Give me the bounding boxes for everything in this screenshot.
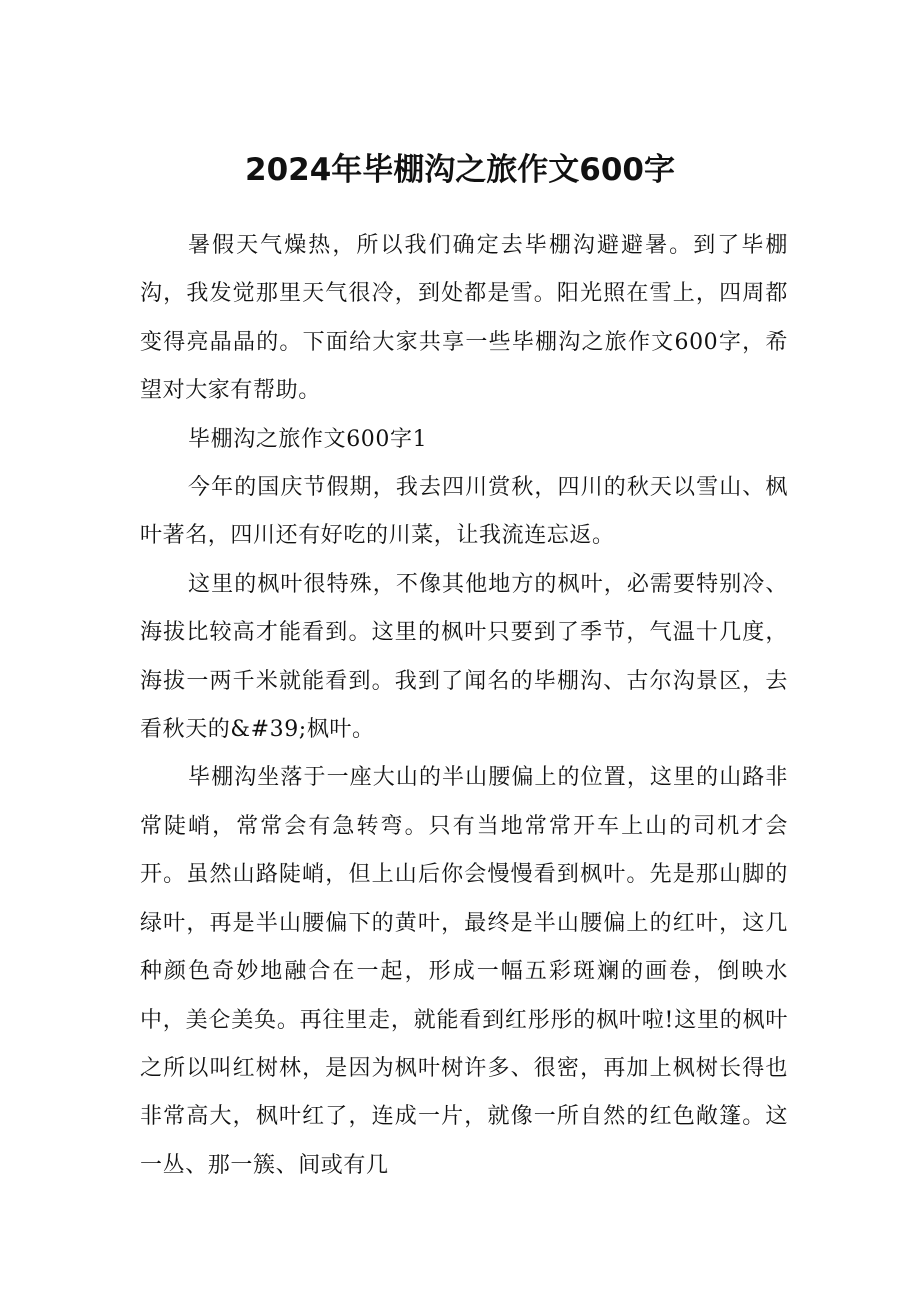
intro-paragraph: 暑假天气燥热，所以我们确定去毕棚沟避避暑。到了毕棚沟，我发觉那里天气很冷，到处都是雪。阳光照在雪上，四周都变得亮晶晶的。下面给大家共享一些毕棚沟之旅作文600字，希望对大家有帮助。 bbox=[140, 233, 788, 404]
body-paragraph: 毕棚沟坐落于一座大山的半山腰偏上的位置，这里的山路非常陡峭，常常会有急转弯。只有当地常常开车上山的司机才会开。虽然山路陡峭，但上山后你会慢慢看到枫叶。先是那山脚的绿叶，再是半山腰偏下的黄叶，最终是半山腰偏上的红叶，这几种颜色奇妙地融合在一起，形成一幅五彩斑斓的画卷，倒映水中，美仑美奂。再往里走，就能看到红彤彤的枫叶啦!这里的枫叶之所以叫红树林，是因为枫叶树许多、很密，再加上枫树长得也非常高大，枫叶红了，连成一片，就像一所自然的红色敞篷。这一丛、那一簇、间或有几 bbox=[140, 765, 788, 1178]
document-title: 2024年毕棚沟之旅作文600字 bbox=[245, 152, 675, 188]
body-paragraph: 这里的枫叶很特殊，不像其他地方的枫叶，必需要特别冷、海拔比较高才能看到。这里的枫叶只要到了季节，气温十几度，海拔一两千米就能看到。我到了闻名的毕棚沟、古尔沟景区，去看秋天的&#39;枫叶。 bbox=[140, 571, 788, 743]
section-heading: 毕棚沟之旅作文600字1 bbox=[188, 426, 428, 452]
document-body bbox=[140, 222, 788, 1190]
body-paragraph: 今年的国庆节假期，我去四川赏秋，四川的秋天以雪山、枫叶著名，四川还有好吃的川菜，让我流连忘返。 bbox=[140, 475, 788, 549]
